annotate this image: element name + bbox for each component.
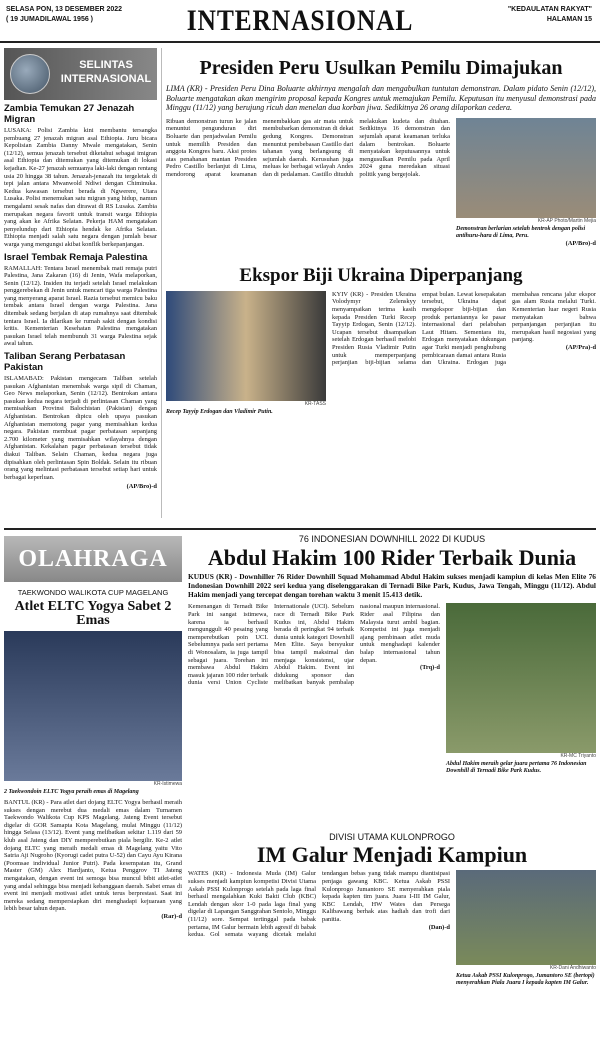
peru-body: Ribuan demonstran turun ke jalan menuntut pengunduran diri Boluarte dan penjadwalan Pemilu untuk memilih Presiden dan anggota Kongres baru. Aksi protes atas penahanan mantan Presiden Pedro Castillo berlanjut di Lima, mendorong aparat keamanan menembakkan gas air mata untuk membubarkan demonstran di dekat gedung Kongres. Demonstran menuntut pembebasan Castillo dari tahanan yang berlangsung di sejumlah daerah. Kerusuhan juga meluas ke berbagai wilayah Andes dan di pedalaman. Castillo dituduh melakukan kudeta dan ditahan. Sedikitnya 16 demonstran dan sejumlah aparat keamanan terluka dalam bentrokan. Boluarte menyatakan keputusannya untuk mengusulkan Pemilu pada April 2024 guna meredakan situasi politik yang bergejolak. [166,117,450,178]
ukraina-body: KYIV (KR) - Presiden Ukraina Volodymyr Zelenskyy menyampaikan terima kasih kepada Presiden Turki Recep Tayyip Erdogan, Senin (12/12). Ucapan tersebut disampaikan setelah Erdogan berhasil melobi Presiden Rusia Vladimir Putin untuk memperpanjang perjanjian biji-bijian selama empat bulan. Lewat kesepakatan tersebut, Ukraina dapat mengekspor biji-bijian dan produk pertaniannya ke pasar internasional dari pelabuhan Laut Hitam. Sementara itu, Erdogan menyatakan dukungan agar Turki menjadi penghubung pembicaraan damai antara Rusia dan Ukraina. Erdogan juga membahas rencana jalur ekspor gas alam Rusia melalui Turki. Kementerian luar negeri Rusia menyatakan bahwa perpanjangan perjanjian itu merupakan hasil negosiasi yang panjang. [332,290,596,367]
brief-headline: Israel Tembak Remaja Palestina [4,251,148,263]
downhill-lede: KUDUS (KR) - Downhiller 76 Rider Downhill Squad Mohammad Abdul Hakim sukses menjadi kampiun di kelas Men Elite 76 Indonesian Downhill 2022 seri kedua yang diselenggarakan di Ternadi Bike Park, Kudus, Jawa Tengah, Minggu (11/12). Abdul Hakim menjadi yang tercepat dengan torehan waktu 3 menit 15.413 detik. [188,572,596,599]
taekwondo-body: BANTUL (KR) - Para atlet dari dojang ELTC Yogya berhasil meraih sukses dengan merebut dua medali emas dalam Turnamen Taekwondo Walikota Cup KPS Magelang. Jateng Event tersebut digelar di GOR Samapta Kota Magelang, mulai Minggu (11/12) hingga Selasa (13/12). Event yang melibatkan sekitar 1.119 dari 59 klub asal Jateng dan DIY memperebutkan piala bergilir. Ke-2 atlet dojang ELTC yang meraih medali emas di Magelang yaitu Vito Satria Aji Nugroho (Kyorugi cadet putra U-52) dan Cayu Ayu Kirana (Poomsae individual Junior Putri). Pada kesempatan itu, Grand Master (GM) Alex Hardjanto, Ketua Penggrov TI Jateng mengatakan, dengan event ini semoga bisa muncul bibit atlet-atlet yang andal sehingga bisa menjadi kebanggaan daerah. Sabet emas di event ini menjadi motivasi atlet untuk terus berprestasi. Saat ini mereka sedang mempersiapkan diri menghadapi kejuaraan yang lebih besar tahun depan. [4,799,182,913]
brief-body: ISLAMABAD: Pakistan mengecam Taliban setelah pasukan Afghanistan menembak warga sipil di Chaman, Geo News melaporkan, Senin (12/12). Bentrokan antara pasukan kedua negara terjadi di perlintasan Chaman yang memisahkan Provinsi Balochistan (Pakistan) dengan Afghanistan. Bentrokan dipicu oleh upaya pasukan Afghanistan memotong pagar yang memisahkan kedua negara. Pakistan membuat pagar perbatasan sepanjang 2.700 kilometer yang memisahkan wilayahnya dengan Afghanistan. Kekalahan pagar perbatasan tersebut tidak diakui Taliban. Selain Chaman, kedua negara juga dipisahkan oleh perlintasan Spin Boldak. Selain itu ribuan orang yang melintasi perbatasan tersebut setiap hari untuk berbagai keperluan. [4,375,157,481]
galur-body: WATES (KR) - Indonesia Muda (IM) Galur sukses menjadi kampiun kompetisi Divisi Utama Askab PSSI Kulonprogo setelah pada laga final berhasil mengalahkan Kuki Bakti Club (KBC) Lendah dengan skor 1-0 pada laga final yang digelar di Lapangan Sanggrahan Sentolo, Minggu (11/12) sore. Sempat tertinggal pada babak pertama, IM Galur bermain lebih agresif di babak kedua. Gol semata wayang dicetak melalui tendangan bebas yang tidak mampu diantisipasi penjaga gawang KBC. Ketua Askab PSSI Kulonprogo Jumantoro SE menyerahkan piala kepada kapten tim juara. Juara I-III IM Galur, KBC Lendah, HW Wates dan Persega Kalibawang berhak atas hadiah dan trofi dari panitia. [188,870,450,939]
peru-headline: Presiden Peru Usulkan Pemilu Dimajukan [199,57,563,79]
byline: (Trq)-d [419,664,440,672]
photo-credit: KR-Istimewa [153,781,182,787]
main-news [166,48,596,518]
news-in-brief [4,48,162,518]
photo-caption: Ketua Askab PSSI Kulonprogo, Jumantoro SE (bertopi) menyerahkan Piala Juara I kepada kapten IM Galur. [456,973,595,987]
photo-credit: KR-TASS [304,400,326,407]
brief-headline: Zambia Temukan 27 Jenazah Migran [4,103,135,125]
galur-photo [456,870,596,965]
section-title: INTERNASIONAL [186,4,414,37]
photo-credit: KR-MC Triyanto [560,753,596,760]
downhill-photo [446,603,596,753]
byline: (Rar)-d [161,912,182,920]
byline: (AP/Bro)-d [565,239,596,247]
kicker: 76 INDONESIAN DOWNHILL 2022 DI KUDUS [298,534,486,544]
peru-photo [456,118,596,218]
taekwondo-photo [4,631,182,781]
kicker: DIVISI UTAMA KULONPROGO [329,832,455,843]
photo-credit: KR-Dani Andhiwanto [549,965,596,972]
galur-headline: IM Galur Menjadi Kampiun [256,842,528,868]
masthead [0,0,600,43]
photo-caption: 2 Taekwondoin ELTC Yogya peraih emas di Magelang [4,789,139,795]
photo-caption: Demonstran berlarian setelah bentrok dengan polisi antihuru-hara di Lima, Peru. [456,225,586,239]
byline: (AP/Bro)-d [126,483,157,491]
sidebar-banner: SELINTAS INTERNASIONAL [4,48,157,100]
photo-credit: KR-AP Photo/Martin Mejia [537,217,596,224]
paper-info: "KEDAULATAN RAKYAT" HALAMAN 15 [507,6,592,23]
byline: (AP/Pra)-d [565,343,596,351]
brief-headline: Taliban Serang Perbatasan Pakistan [4,351,126,374]
sports-section [4,528,596,1048]
edition-date: SELASA PON, 13 DESEMBER 2022 ( 19 JUMADILAWAL 1956 ) [6,6,123,23]
byline: (Dan)-d [428,923,450,931]
ukraina-headline: Ekspor Biji Ukraina Diperpanjang [239,264,523,286]
photo-caption: Abdul Hakim meraih gelar juara pertama 76 Indonesian Downhill di Ternadi Bike Park Kudus. [446,761,587,775]
ukraina-photo [166,291,326,401]
photo-caption: Recep Tayyip Erdogan dan Vladimir Putin. [166,408,273,415]
peru-lede: LIMA (KR) - Presiden Peru Dina Boluarte akhirnya mengalah dan mengabulkan tuntutan demonstran. Dalam pidato Senin (12/12), Boluarte mengatakan akan mengirim proposal kepada Kongres untuk memajukan Pemilu. Keputusan itu menyusul demonstrasi pada Minggu (11/12) yang berujung ricuh dan menelan dua korban jiwa. Sedikitnya 26 orang dilaporkan cedera. [166,84,596,113]
downhill-body: Kemenangan di Ternadi Bike Park ini sangat istimewa, karena ia berhasil mengungguli 40 pesaing yang memperebutkan poin UCI. Sebelumnya pada seri pertama di Wonosalam, ia juga tampil sebagai juara. Torehan ini membawa Abdul Hakim masuk jajaran 100 rider terbaik dunia versi Union Cycliste Internationale (UCI). Sebelum race di Ternadi Bike Park Kudus ini, Abdul Hakim berada di peringkat 94 terbaik dunia untuk kategori Downhill Men Elite. Saya bersyukur bisa tampil maksimal dan menjaga konsistensi, ujar Abdul Hakim. Event ini didukung sponsor dan melibatkan banyak pembalap nasional maupun internasional. Rider asal Filipina dan Malaysia turut ambil bagian. Kompetisi ini juga menjadi ajang pembinaan atlet muda untuk menghadapi kalender balap internasional tahun depan. [188,603,440,687]
taekwondo-story [4,588,182,1048]
downhill-headline: Abdul Hakim 100 Rider Terbaik Dunia [207,545,577,570]
sports-banner: OLAHRAGA [4,536,182,582]
right-sports [188,534,596,1048]
kicker: TAEKWONDO WALIKOTA CUP MAGELANG [17,588,169,597]
brief-body: RAMALLAH: Tentara Israel menembak mati remaja putri Palestina, Jana Zakaran (16) di Jenin, Wafa melaporkan, Senin (12/12). Insiden itu terjadi setelah Israel melakukan penggerebekan di Jenin untuk mencari tiga warga Palestina yang menyerang aparat Israel. Razia tersebut memicu baku tembak antara Israel dengan warga Palestina. Jana ditembak sedang berjalan di atap rumahnya saat ditembak tentara Israel. Ia dilarikan ke rumah sakit dengan kondisi kritis. Kementerian Kesehatan Palestina mengatakan pasukan Israel telah membunuh 31 warga Palestina sejak awal tahun. [4,264,157,348]
globe-icon [10,54,50,94]
taekwondo-headline: Atlet ELTC Yogya Sabet 2 Emas [14,599,172,628]
brief-body: LUSAKA: Polisi Zambia kini membantu tersangka pembuang 27 jenazah migran asal Ethiopia. Juru bicara Kepolisian Zambia Danny Mwale mengatakan, Senin (12/12), semua jenazah tersebut diketahui sebagai imigran asal Ethiopia dan ditemukan yang ditemukan di lokasi kejadian. Ke-27 jenazah semuanya laki-laki dengan rentang usia 20 hingga 38 tahun. Jenazah-jenazah itu tergeletak di tepi jalan antara Mwanwold Ndiwi dengan Chiminuka. Kedua kawasan tersebut berada di Ngwerere, Utara Lusaka. Polisi menemukan satu migran yang hidup, namun mengalami sesak nafas dan dirawat di RS Lusaka. Zambia merupakan negara favorit untuk transit warga Ethiopia yang akan ke Afrika Selatan. Pekerja HAM mengatakan penyelundup dari Ethiopia hendak ke Afrika Selatan. Ethiopia menjadi salah satu negara dengan jumlah besar warga yang mengungsi akibat konflik berkepanjangan. [4,127,157,248]
